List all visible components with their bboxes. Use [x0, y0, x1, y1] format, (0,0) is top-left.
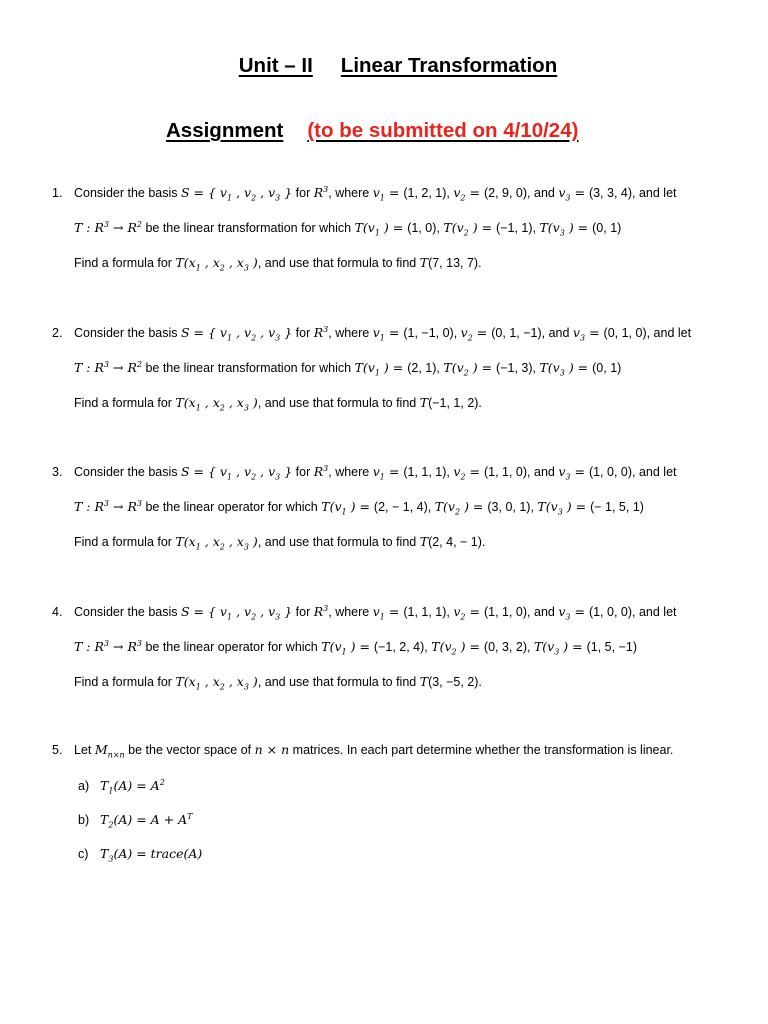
part-expression	[100, 812, 193, 828]
problem-basis-line	[74, 325, 691, 341]
vector-v3: $v_3$ =	[558, 185, 585, 203]
text-run: , where	[328, 326, 373, 340]
vector-v2-value: (1, 1, 0)	[483, 465, 528, 479]
problem-number: 1.	[52, 186, 63, 200]
vector-v2: $v_2$ =	[453, 604, 480, 622]
image-t3: $T(v_3$ ) =	[537, 499, 587, 517]
image-t1-value: (2, − 1, 4),	[373, 500, 435, 514]
vector-v1-value: (1, 2, 1),	[403, 186, 454, 200]
image-t2: $T(v_2$ ) =	[434, 499, 484, 517]
text-run: , and use that formula to find	[257, 396, 420, 410]
eval-symbol: T	[419, 255, 429, 270]
basis-set: S = { $v_1$ , $v_2$ , $v_3$ }	[181, 325, 293, 343]
text-run: , and	[527, 465, 559, 479]
topic-label: Linear Transformation	[340, 54, 558, 77]
image-t3: $T(v_3$ ) =	[539, 360, 589, 378]
text-run: be the linear transformation for which	[141, 221, 355, 235]
unit-title	[0, 54, 768, 78]
part-expression	[100, 846, 202, 862]
text-run: Consider the basis	[74, 605, 182, 619]
assignment-heading	[166, 119, 578, 143]
vector-v1: $v_1$ =	[372, 185, 400, 203]
eval-symbol: T	[419, 534, 429, 549]
text-run: Consider the basis	[74, 465, 182, 479]
vector-v3: $v_3$ =	[558, 604, 585, 622]
assignment-label: Assignment	[166, 119, 284, 142]
image-t3: $T(v_3$ ) =	[533, 639, 583, 657]
vector-v1: $v_1$ =	[372, 464, 400, 482]
image-t1-value: (2, 1),	[407, 361, 444, 375]
problem-task-line	[74, 674, 482, 690]
text-run: , and use that formula to find	[257, 675, 420, 689]
text-run: , and use that formula to find	[257, 256, 420, 270]
part-label: a)	[78, 779, 90, 793]
text-run: for	[292, 605, 314, 619]
vector-v3: $v_3$ =	[572, 325, 600, 343]
formula-target: $T(x_1$ , $x_2$ , $x_3$ )	[175, 674, 258, 692]
text-run: , where	[328, 465, 373, 479]
image-t2-value: (−1, 3),	[496, 361, 540, 375]
problem-map-line	[74, 639, 637, 655]
problem-task-line	[74, 395, 482, 411]
formula-target: $T(x_1$ , $x_2$ , $x_3$ )	[175, 534, 258, 552]
problem-task-line	[74, 255, 482, 271]
image-t3-value: (0, 1)	[592, 361, 622, 375]
map-definition: T : $R^3 \to R^3$	[74, 638, 142, 654]
transformation-formula: $T_1(A) = A^2$	[100, 777, 165, 796]
vector-v1-value: (1, −1, 0),	[403, 326, 461, 340]
basis-set: S = { $v_1$ , $v_2$ , $v_3$ }	[181, 185, 293, 203]
image-t2-value: (3, 0, 1),	[487, 500, 538, 514]
basis-set: S = { $v_1$ , $v_2$ , $v_3$ }	[181, 604, 293, 622]
eval-point: (−1, 1, 2).	[428, 396, 482, 410]
problem-basis-line	[74, 604, 677, 620]
problem-task-line	[74, 534, 485, 550]
space-symbol: $R^3$	[313, 603, 329, 619]
text-run: be the linear transformation for which	[141, 361, 355, 375]
text-run: Find a formula for	[74, 535, 176, 549]
transformation-formula: $T_3(A)$ = trace(A)	[100, 846, 203, 864]
image-t1: $T(v_1$ ) =	[354, 360, 404, 378]
basis-set: S = { $v_1$ , $v_2$ , $v_3$ }	[181, 464, 293, 482]
text-run: , and use that formula to find	[257, 535, 420, 549]
part-label: c)	[78, 847, 89, 861]
image-t2-value: (−1, 1),	[496, 221, 540, 235]
problem-5-intro	[74, 742, 673, 758]
vector-v2-value: (1, 1, 0)	[483, 605, 528, 619]
image-t1: $T(v_1$ ) =	[321, 499, 370, 517]
vector-v2: $v_2$ =	[453, 464, 480, 482]
problem-number: 2.	[52, 326, 63, 340]
eval-point: (7, 13, 7).	[428, 256, 482, 270]
image-t3-value: (0, 1)	[592, 221, 622, 235]
due-date: (to be submitted on 4/10/24)	[307, 119, 579, 142]
vector-v1: $v_1$ =	[372, 325, 400, 343]
image-t1-value: (−1, 2, 4),	[373, 640, 432, 654]
text-run: , where	[328, 186, 373, 200]
vector-v3-value: (0, 1, 0)	[603, 326, 647, 340]
text-run: Consider the basis	[74, 186, 182, 200]
problem-map-line	[74, 360, 621, 376]
text-run: Let	[74, 743, 95, 757]
space-symbol: $R^3$	[313, 324, 329, 340]
part-expression	[100, 778, 165, 794]
text-run: , where	[328, 605, 373, 619]
vector-v1-value: (1, 1, 1),	[403, 605, 454, 619]
matrix-space: $M_{n\times n}$	[94, 742, 125, 760]
text-run: , and let	[632, 186, 677, 200]
problem-number: 3.	[52, 465, 63, 479]
map-definition: T : $R^3 \to R^2$	[74, 359, 142, 375]
vector-v3-value: (3, 3, 4)	[588, 186, 633, 200]
image-t1: $T(v_1$ ) =	[354, 220, 404, 238]
text-run: , and let	[632, 605, 677, 619]
eval-point: (3, −5, 2).	[428, 675, 482, 689]
vector-v1: $v_1$ =	[372, 604, 400, 622]
text-run: , and	[541, 326, 573, 340]
problem-basis-line	[74, 464, 677, 480]
text-run: for	[292, 186, 314, 200]
text-run: Find a formula for	[74, 396, 176, 410]
text-run: be the linear operator for which	[141, 500, 322, 514]
space-symbol: $R^3$	[313, 463, 329, 479]
vector-v2-value: (0, 1, −1)	[491, 326, 542, 340]
map-definition: T : $R^3 \to R^2$	[74, 219, 142, 235]
vector-v1-value: (1, 1, 1),	[403, 465, 454, 479]
image-t3-value: (1, 5, −1)	[586, 640, 637, 654]
text-run: Consider the basis	[74, 326, 182, 340]
eval-point: (2, 4, − 1).	[428, 535, 486, 549]
text-run: Find a formula for	[74, 256, 176, 270]
image-t3-value: (− 1, 5, 1)	[590, 500, 644, 514]
text-run: matrices. In each part determine whether the transformation is linear.	[289, 743, 674, 757]
image-t2-value: (0, 3, 2),	[483, 640, 534, 654]
text-run: for	[292, 326, 314, 340]
eval-symbol: T	[419, 395, 429, 410]
problem-map-line	[74, 220, 621, 236]
vector-v2-value: (2, 9, 0)	[483, 186, 528, 200]
text-run: for	[292, 465, 314, 479]
vector-v2: $v_2$ =	[460, 325, 488, 343]
text-run: , and	[527, 186, 559, 200]
text-run: , and let	[646, 326, 692, 340]
part-label: b)	[78, 813, 90, 827]
formula-target: $T(x_1$ , $x_2$ , $x_3$ )	[175, 395, 258, 413]
problem-basis-line	[74, 185, 677, 201]
vector-v3-value: (1, 0, 0)	[588, 465, 633, 479]
image-t1: $T(v_1$ ) =	[321, 639, 370, 657]
image-t2: $T(v_2$ ) =	[431, 639, 480, 657]
image-t2: $T(v_2$ ) =	[443, 360, 493, 378]
formula-target: $T(x_1$ , $x_2$ , $x_3$ )	[175, 255, 258, 273]
text-run: , and let	[632, 465, 677, 479]
image-t2: $T(v_2$ ) =	[443, 220, 493, 238]
text-run: be the linear operator for which	[141, 640, 322, 654]
problem-number: 4.	[52, 605, 63, 619]
image-t3: $T(v_3$ ) =	[539, 220, 589, 238]
matrix-size: n × n	[254, 742, 290, 757]
eval-symbol: T	[419, 674, 429, 689]
transformation-formula: $T_2(A) = A + A^T$	[100, 811, 193, 830]
problem-map-line	[74, 499, 644, 515]
text-run: Find a formula for	[74, 675, 176, 689]
space-symbol: $R^3$	[313, 184, 329, 200]
vector-v3-value: (1, 0, 0)	[588, 605, 633, 619]
vector-v2: $v_2$ =	[453, 185, 480, 203]
unit-label: Unit – II	[238, 54, 313, 77]
vector-v3: $v_3$ =	[558, 464, 585, 482]
problem-number: 5.	[52, 743, 63, 757]
image-t1-value: (1, 0),	[407, 221, 444, 235]
map-definition: T : $R^3 \to R^3$	[74, 498, 142, 514]
text-run: , and	[527, 605, 559, 619]
text-run: be the vector space of	[124, 743, 255, 757]
